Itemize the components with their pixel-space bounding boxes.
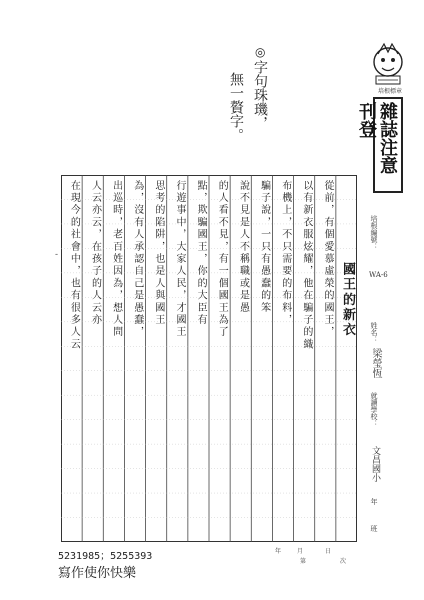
composition-column: 騙子說，一只有愚蠢的笨 [258, 180, 270, 315]
publisher-watermark [58, 547, 168, 581]
footer-times: 次 [340, 558, 347, 565]
slogan: 寫作使你快樂 [58, 566, 137, 581]
class-label: 班 [370, 525, 378, 532]
composition-column: 出巡時，老百姓因為，想人問 [110, 180, 122, 339]
school-value: 文昌國小 [370, 446, 380, 482]
composition-column: 從前，有個愛慕虛榮的國王， [322, 180, 333, 339]
teacher-comment-line1: 字句珠璣， [252, 60, 268, 130]
teacher-comment-line2: 無一贅字。 [228, 72, 244, 142]
footer-seq: 第 [300, 558, 307, 565]
composition-column: 在現今的社會中，也有很多人云 [68, 180, 80, 351]
composition-column: 思考的陷阱，也是人與國王 [152, 180, 164, 327]
magazine-publish-stamp [356, 97, 403, 193]
composition-column: 點，欺騙國王，你的大臣有 [195, 180, 207, 327]
composition-title: 國王的新衣 [340, 262, 355, 338]
composition-column: 布機上，不只需要的布料， [279, 180, 291, 327]
footer-day: 日 [325, 548, 332, 555]
composition-column: 為，沒有人承認自己是愚蠢， [131, 180, 143, 339]
footer-year: 年 [275, 548, 282, 555]
name-label: 姓名： [370, 322, 378, 343]
stamp-label: 培根標章 [377, 88, 402, 95]
peigen-stamp-logo [364, 40, 412, 92]
composition-column: 說不見是人不稱職或是愚 [237, 180, 249, 315]
composition-column: 以有新衣服炫耀，他在騙子的織 [300, 180, 312, 351]
footer-month: 月 [297, 548, 304, 555]
id-value: WA-6 [369, 271, 388, 279]
school-label: 就讀學校： [370, 392, 378, 427]
composition-column: 行遊事中，大家人民，才國王 [174, 180, 186, 339]
composition-column: 人云亦云，在孩子的人云亦 [89, 180, 101, 327]
phone-numbers: 5231985；5255393 [58, 551, 153, 562]
fold-mark: - [55, 250, 59, 260]
name-value: 梁瑩恆 [370, 348, 381, 378]
magazine-stamp-text: 雜誌注意刊登 [356, 102, 398, 174]
id-label: 培根編號： [370, 215, 378, 250]
composition-column: 的人看不見，有一個國王為了 [216, 180, 228, 339]
grade-label: 年 [370, 498, 378, 505]
comment-bullet-icon: ◎ [255, 45, 266, 59]
